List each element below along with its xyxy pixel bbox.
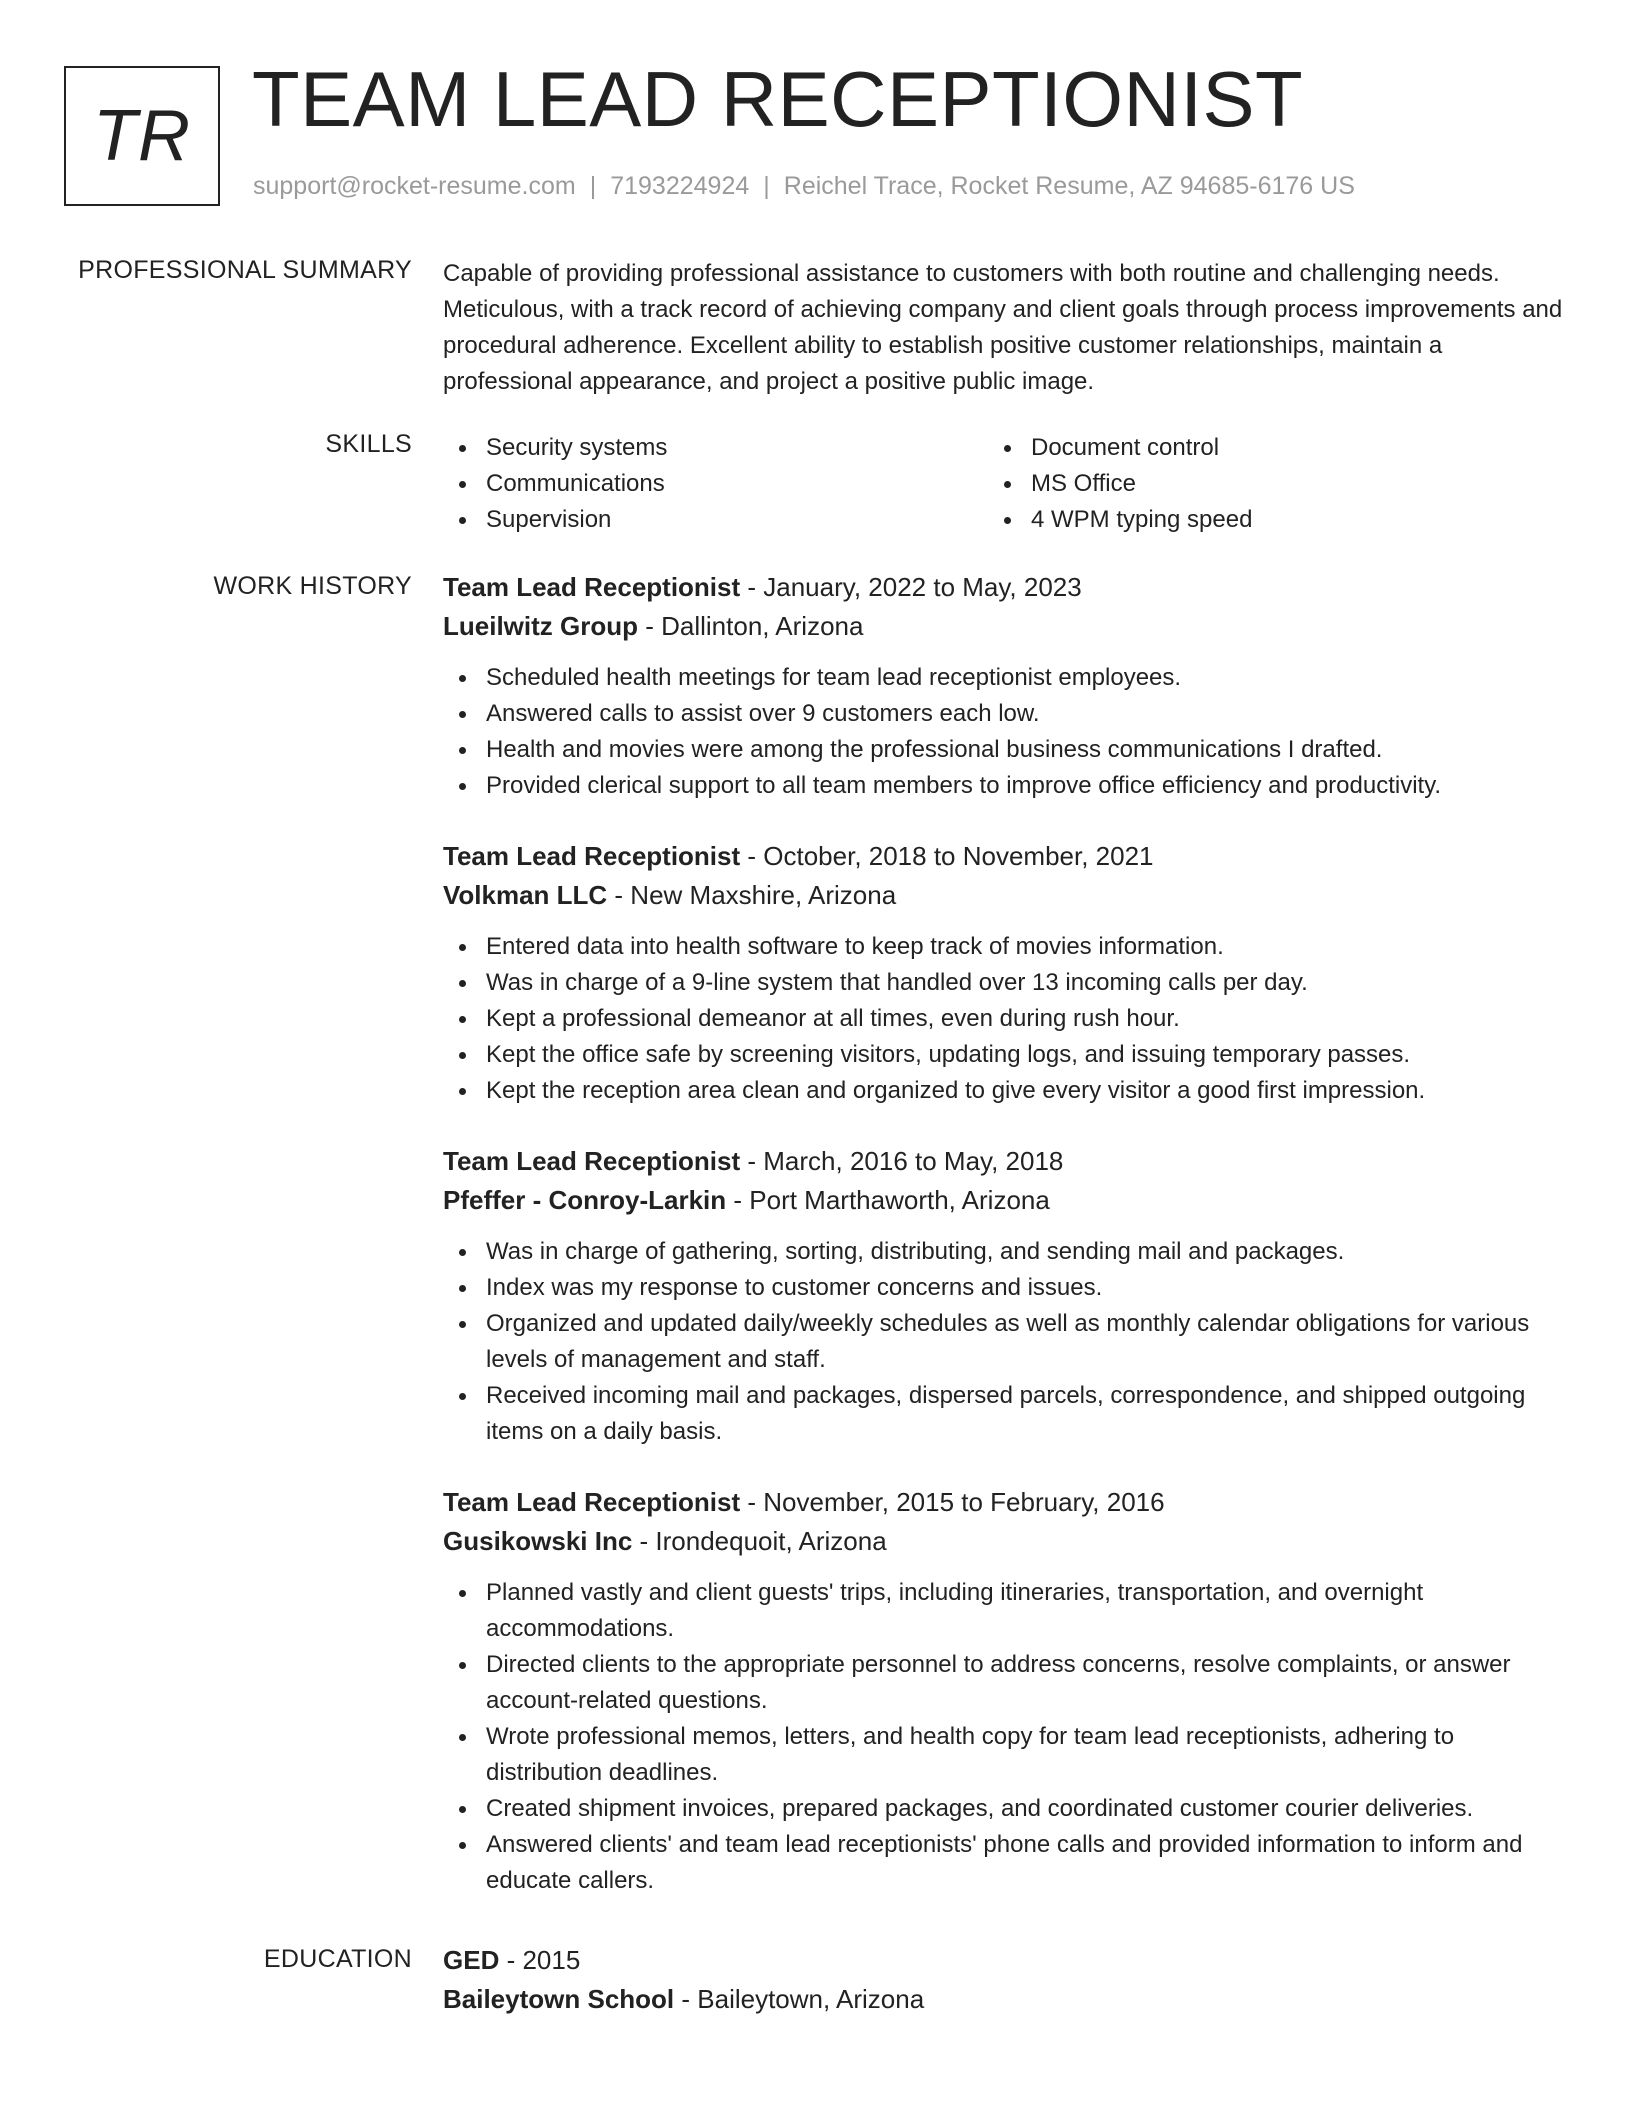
job-title: Team Lead Receptionist — [443, 1146, 741, 1176]
contact-email: support@rocket-resume.com — [253, 172, 576, 200]
job-duties-list — [443, 929, 1563, 1109]
job-entry — [443, 1142, 1563, 1450]
education-school: Baileytown School — [443, 1984, 675, 2014]
job-dates: - October, 2018 to November, 2021 — [740, 841, 1154, 871]
job-dates: - November, 2015 to February, 2016 — [740, 1487, 1165, 1517]
job-duty: Created shipment invoices, prepared packages, and coordinated customer courier deliveries. — [443, 1791, 1563, 1827]
job-company-line — [443, 876, 1563, 915]
job-duty: Directed clients to the appropriate personnel to address concerns, resolve complaints, or answer account-related questions. — [443, 1647, 1563, 1719]
job-location: - Port Marthaworth, Arizona — [726, 1185, 1050, 1215]
job-company: Volkman LLC — [443, 880, 608, 910]
job-duties-list — [443, 1575, 1563, 1899]
job-duty: Answered clients' and team lead receptionists' phone calls and provided information to inform and educate callers. — [443, 1827, 1563, 1899]
job-duty: Was in charge of a 9-line system that handled over 13 incoming calls per day. — [443, 965, 1563, 1001]
job-company-line — [443, 1181, 1563, 1220]
monogram-logo: TR — [64, 66, 220, 206]
job-company: Gusikowski Inc — [443, 1526, 633, 1556]
job-title-line — [443, 837, 1563, 876]
job-location: - Irondequoit, Arizona — [632, 1526, 887, 1556]
skill-item: Security systems — [443, 430, 988, 466]
contact-separator: | — [589, 172, 597, 200]
job-duty: Planned vastly and client guests' trips, including itineraries, transportation, and overnight accommodations. — [443, 1575, 1563, 1647]
job-title: Team Lead Receptionist — [443, 841, 741, 871]
job-duty: Health and movies were among the professional business communications I drafted. — [443, 732, 1563, 768]
skill-item: Supervision — [443, 502, 988, 538]
education-school-line — [443, 1980, 1563, 2019]
job-title-line — [443, 1483, 1563, 1522]
job-company-line — [443, 1522, 1563, 1561]
job-entry — [443, 568, 1563, 804]
summary-text: Capable of providing professional assistance to customers with both routine and challenging needs. Meticulous, with a track record of achieving company and client goals through process improvements and procedural adherence. Excellent ability to establish positive customer relationships, maintain a professional appearance, and project a positive public image. — [443, 260, 1563, 395]
job-title: Team Lead Receptionist — [443, 1487, 741, 1517]
job-duty: Was in charge of gathering, sorting, distributing, and sending mail and packages. — [443, 1234, 1563, 1270]
job-dates: - January, 2022 to May, 2023 — [740, 572, 1082, 602]
job-duty: Received incoming mail and packages, dispersed parcels, correspondence, and shipped outgoing items on a daily basis. — [443, 1378, 1563, 1450]
skill-item: 4 WPM typing speed — [988, 502, 1488, 538]
section-label-skills: SKILLS — [325, 430, 412, 458]
job-duty: Kept a professional demeanor at all times, even during rush hour. — [443, 1001, 1563, 1037]
education-location: - Baileytown, Arizona — [674, 1984, 925, 2014]
contact-info — [253, 172, 1355, 201]
page-title: TEAM LEAD RECEPTIONIST — [252, 55, 1304, 143]
skill-item: Document control — [988, 430, 1488, 466]
skills-list-right — [988, 430, 1488, 538]
section-label-education: EDUCATION — [263, 1945, 412, 1973]
job-duty: Wrote professional memos, letters, and health copy for team lead receptionists, adhering to distribution deadlines. — [443, 1719, 1563, 1791]
education-degree-line — [443, 1941, 1563, 1980]
job-company: Lueilwitz Group — [443, 611, 638, 641]
contact-phone: 7193224924 — [610, 172, 750, 200]
education-year: - 2015 — [499, 1945, 581, 1975]
job-dates: - March, 2016 to May, 2018 — [740, 1146, 1064, 1176]
job-entry — [443, 1483, 1563, 1899]
job-entry — [443, 837, 1563, 1109]
summary-content — [443, 256, 1563, 400]
education-content — [443, 1941, 1563, 2019]
education-degree: GED — [443, 1945, 500, 1975]
job-title-line — [443, 1142, 1563, 1181]
skills-list-left — [443, 430, 988, 538]
section-label-work-history: WORK HISTORY — [213, 572, 412, 600]
job-duties-list — [443, 1234, 1563, 1450]
job-duty: Answered calls to assist over 9 customers each low. — [443, 696, 1563, 732]
contact-address: Reichel Trace, Rocket Resume, AZ 94685-6176 US — [783, 172, 1355, 200]
contact-separator: | — [763, 172, 770, 200]
job-company-line — [443, 607, 1563, 646]
job-location: - Dallinton, Arizona — [638, 611, 864, 641]
job-duties-list — [443, 660, 1563, 804]
skills-grid — [443, 430, 1563, 538]
section-label-summary: PROFESSIONAL SUMMARY — [78, 256, 412, 284]
job-duty: Entered data into health software to keep track of movies information. — [443, 929, 1563, 965]
work-history-content — [443, 568, 1563, 1932]
job-title: Team Lead Receptionist — [443, 572, 741, 602]
job-duty: Scheduled health meetings for team lead receptionist employees. — [443, 660, 1563, 696]
job-title-line — [443, 568, 1563, 607]
job-duty: Kept the office safe by screening visitors, updating logs, and issuing temporary passes. — [443, 1037, 1563, 1073]
job-company: Pfeffer - Conroy-Larkin — [443, 1185, 727, 1215]
job-duty: Kept the reception area clean and organized to give every visitor a good first impression. — [443, 1073, 1563, 1109]
job-duty: Organized and updated daily/weekly schedules as well as monthly calendar obligations for various levels of management and staff. — [443, 1306, 1563, 1378]
skills-content — [443, 430, 1563, 538]
skill-item: MS Office — [988, 466, 1488, 502]
job-location: - New Maxshire, Arizona — [607, 880, 897, 910]
job-duty: Index was my response to customer concerns and issues. — [443, 1270, 1563, 1306]
skill-item: Communications — [443, 466, 988, 502]
job-duty: Provided clerical support to all team members to improve office efficiency and productivity. — [443, 768, 1563, 804]
